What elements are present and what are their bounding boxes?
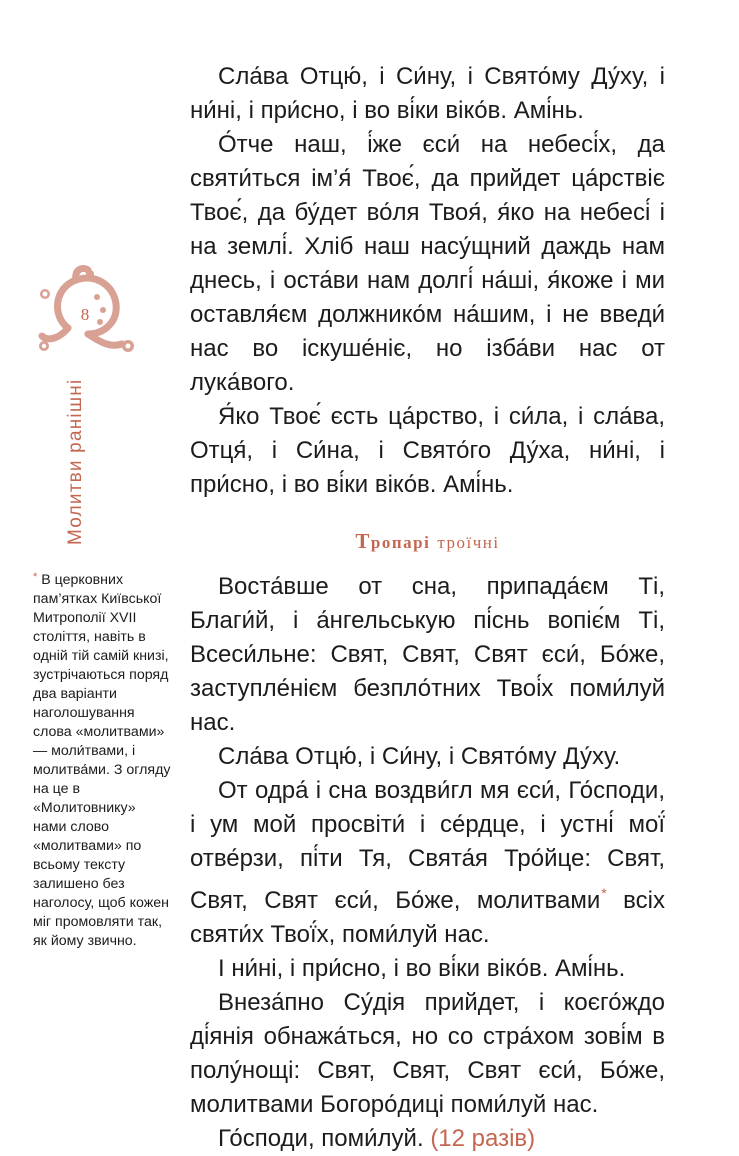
section-heading (190, 528, 665, 554)
troparion-2-text: От одра́ і сна воздви́гл мя єси́, Го́споди, і ум мой просвіти́ і се́рдце, і устні́ мої́ отве́рзи, пі́ти Тя, Свята́я Тро́йце: Свят, Свят, Свят єси́, Бо́же, молитвами (190, 777, 665, 914)
now-and-ever: І ни́ні, і при́сно, і во ві́ки віко́в. Амі́нь. (218, 955, 626, 982)
troparion-2 (190, 774, 665, 952)
main-text (190, 60, 665, 1156)
footnote-text: В церковних пам’ятках Київської Митрополії XVII століття, навіть в одній тій самій книзі, зустрічаються поряд два варіанти наголошування слова «молитвами» — моли́твами, і молитва́ми. З огляду на це в «Молитовнику» нами слово «молитвами» по всьому тексту залишено без наголосу, щоб кожен міг промовляти так, як йому звично. (33, 572, 171, 949)
troparion-1: Воста́вше от сна, припада́єм Ті, Благи́й, і а́нгельськую пі́снь вопіє́м Ті, Всеси́льне: Свят, Свят, Свят єси́, Бо́же, заступле́нієм безпло́тних Твоі́х поми́луй нас. (190, 573, 665, 736)
section-heading-smallcaps: ропарі (370, 533, 431, 552)
footnote (33, 568, 171, 951)
glory-short: Сла́ва Отцю́, і Си́ну, і Свято́му Ду́ху. (218, 743, 621, 770)
footnote-mark: * (33, 571, 38, 583)
footnote-reference: * (601, 885, 607, 901)
section-heading-rest: троїчні (437, 533, 500, 552)
page-number: 8 (80, 305, 90, 324)
lord-have-mercy-text: Го́споди, поми́луй. (218, 1125, 424, 1152)
prayer-our-father: О́тче наш, і́же єси́ на небесі́х, да святи́ться ім’я́ Твоє́, да прийдет ца́рствіє Твоє́, да бу́дет во́ля Твоя́, я́ко на небесі́ і на землі́. Хліб наш насу́щний даждь нам днесь, і оста́ви нам долгі́ на́ші, я́коже і ми оставля́єм должнико́м на́шим, і не введи́ нас во іскуше́ніє, но ізба́ви нас от лука́вого. (190, 131, 665, 396)
lord-have-mercy (190, 1122, 665, 1156)
troparion-3: Внеза́пно Су́дія прийдет, і коєго́ждо ді́янія обнажа́ться, но со стра́хом зові́м в полу́нощі: Свят, Свят, Свят єси́, Бо́же, молитвами Богоро́диці поми́луй нас. (190, 989, 665, 1118)
prayer-glory: Сла́ва Отцю́, і Си́ну, і Свято́му Ду́ху, і ни́ні, і при́сно, і во ві́ки віко́в. Амі́нь. (190, 63, 665, 124)
prayer-doxology: Я́ко Твоє́ єсть ца́рство, і си́ла, і сла́ва, Отця́, і Си́на, і Свято́го Ду́ха, ни́ні, і при́сно, і во ві́ки віко́в. Амі́нь. (190, 403, 665, 498)
section-heading-initial: Т (355, 529, 371, 553)
side-section-title: Молитви ранішні (65, 378, 86, 545)
repeat-rubric: (12 разів) (430, 1125, 536, 1152)
troparion-2-text-end: всіх святи́х Твої́х, поми́луй нас. (190, 887, 665, 948)
